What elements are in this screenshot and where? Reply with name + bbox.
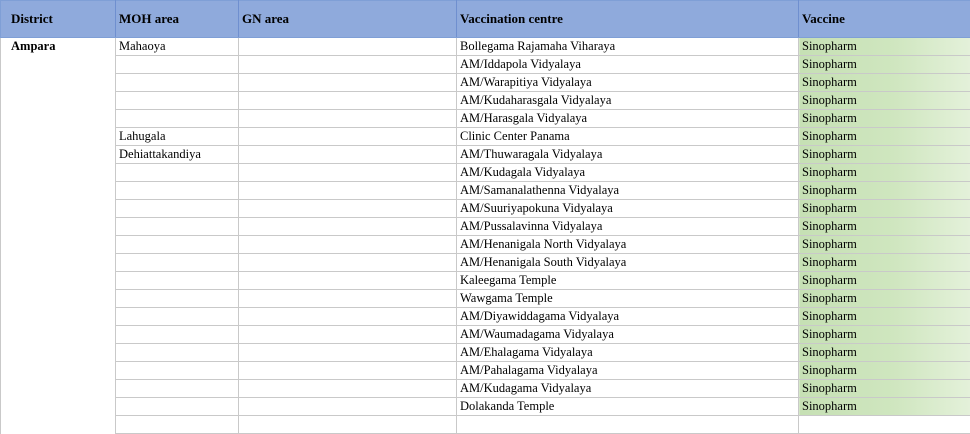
cell-vaccine[interactable]: Sinopharm <box>799 128 970 146</box>
cell-moh-area[interactable]: Mahaoya <box>116 38 239 56</box>
cell-gn-area[interactable] <box>239 146 457 164</box>
cell-vaccination-centre[interactable]: Kaleegama Temple <box>457 272 799 290</box>
cell-gn-area[interactable] <box>239 164 457 182</box>
table-row <box>1 272 970 290</box>
table-row <box>1 92 970 110</box>
table-header <box>1 1 970 38</box>
header-moh-area[interactable]: MOH area <box>116 1 239 38</box>
table-row <box>1 128 970 146</box>
cell-gn-area[interactable] <box>239 308 457 326</box>
cell-vaccine[interactable]: Sinopharm <box>799 308 970 326</box>
cell-moh-area[interactable] <box>116 272 239 290</box>
cell-vaccine[interactable]: Sinopharm <box>799 200 970 218</box>
cell-moh-area[interactable] <box>116 218 239 236</box>
table-row <box>1 146 970 164</box>
cell-vaccination-centre[interactable]: AM/Henanigala North Vidyalaya <box>457 236 799 254</box>
table-row <box>1 416 970 434</box>
cell-vaccine[interactable]: Sinopharm <box>799 272 970 290</box>
cell-vaccine[interactable]: Sinopharm <box>799 362 970 380</box>
table-row <box>1 362 970 380</box>
cell-vaccination-centre[interactable]: AM/Samanalathenna Vidyalaya <box>457 182 799 200</box>
cell-gn-area[interactable] <box>239 362 457 380</box>
cell-vaccine[interactable] <box>799 416 970 434</box>
cell-vaccine[interactable]: Sinopharm <box>799 344 970 362</box>
table-row <box>1 74 970 92</box>
header-district[interactable]: District <box>1 1 116 38</box>
cell-gn-area[interactable] <box>239 326 457 344</box>
cell-gn-area[interactable] <box>239 218 457 236</box>
cell-vaccine[interactable]: Sinopharm <box>799 398 970 416</box>
header-gn-area[interactable]: GN area <box>239 1 457 38</box>
cell-moh-area[interactable] <box>116 110 239 128</box>
cell-vaccination-centre[interactable]: AM/Waumadagama Vidyalaya <box>457 326 799 344</box>
cell-gn-area[interactable] <box>239 128 457 146</box>
cell-vaccine[interactable]: Sinopharm <box>799 164 970 182</box>
cell-vaccination-centre[interactable]: AM/Iddapola Vidyalaya <box>457 56 799 74</box>
table-row <box>1 182 970 200</box>
cell-vaccination-centre[interactable]: AM/Suuriyapokuna Vidyalaya <box>457 200 799 218</box>
cell-vaccination-centre[interactable]: Wawgama Temple <box>457 290 799 308</box>
cell-vaccination-centre[interactable]: AM/Ehalagama Vidyalaya <box>457 344 799 362</box>
table-row <box>1 56 970 74</box>
table-row <box>1 218 970 236</box>
cell-gn-area[interactable] <box>239 380 457 398</box>
cell-moh-area[interactable] <box>116 398 239 416</box>
cell-vaccination-centre[interactable] <box>457 416 799 434</box>
table-row <box>1 344 970 362</box>
cell-gn-area[interactable] <box>239 38 457 56</box>
cell-vaccination-centre[interactable]: Bollegama Rajamaha Viharaya <box>457 38 799 56</box>
table-row <box>1 254 970 272</box>
cell-vaccine[interactable]: Sinopharm <box>799 182 970 200</box>
cell-vaccination-centre[interactable]: AM/Harasgala Vidyalaya <box>457 110 799 128</box>
table-row <box>1 38 970 56</box>
cell-vaccine[interactable]: Sinopharm <box>799 254 970 272</box>
cell-moh-area[interactable] <box>116 416 239 434</box>
cell-moh-area[interactable] <box>116 344 239 362</box>
header-vaccine[interactable]: Vaccine <box>799 1 970 38</box>
cell-moh-area[interactable] <box>116 92 239 110</box>
cell-vaccine[interactable]: Sinopharm <box>799 92 970 110</box>
cell-moh-area[interactable] <box>116 74 239 92</box>
cell-vaccine[interactable]: Sinopharm <box>799 290 970 308</box>
cell-gn-area[interactable] <box>239 200 457 218</box>
cell-moh-area[interactable] <box>116 362 239 380</box>
table-row <box>1 236 970 254</box>
table-row <box>1 380 970 398</box>
header-vaccination-centre[interactable]: Vaccination centre <box>457 1 799 38</box>
cell-vaccination-centre[interactable]: AM/Pahalagama Vidyalaya <box>457 362 799 380</box>
cell-vaccination-centre[interactable]: AM/Pussalavinna Vidyalaya <box>457 218 799 236</box>
cell-vaccine[interactable]: Sinopharm <box>799 74 970 92</box>
cell-moh-area[interactable] <box>116 254 239 272</box>
cell-vaccine[interactable]: Sinopharm <box>799 380 970 398</box>
table-row <box>1 398 970 416</box>
cell-gn-area[interactable] <box>239 416 457 434</box>
cell-gn-area[interactable] <box>239 290 457 308</box>
table-row <box>1 308 970 326</box>
cell-vaccine[interactable]: Sinopharm <box>799 38 970 56</box>
cell-vaccination-centre[interactable]: Clinic Center Panama <box>457 128 799 146</box>
cell-moh-area[interactable]: Lahugala <box>116 128 239 146</box>
cell-moh-area[interactable] <box>116 290 239 308</box>
table-row <box>1 290 970 308</box>
cell-gn-area[interactable] <box>239 92 457 110</box>
table-body <box>1 38 970 434</box>
cell-moh-area[interactable] <box>116 182 239 200</box>
cell-vaccination-centre[interactable]: Dolakanda Temple <box>457 398 799 416</box>
cell-vaccination-centre[interactable]: AM/Kudaharasgala Vidyalaya <box>457 92 799 110</box>
cell-vaccination-centre[interactable]: AM/Kudagama Vidyalaya <box>457 380 799 398</box>
cell-gn-area[interactable] <box>239 56 457 74</box>
cell-moh-area[interactable] <box>116 308 239 326</box>
cell-vaccination-centre[interactable]: AM/Diyawiddagama Vidyalaya <box>457 308 799 326</box>
table-row <box>1 326 970 344</box>
table-row <box>1 164 970 182</box>
cell-moh-area[interactable] <box>116 56 239 74</box>
cell-vaccine[interactable]: Sinopharm <box>799 110 970 128</box>
cell-moh-area[interactable] <box>116 326 239 344</box>
cell-gn-area[interactable] <box>239 398 457 416</box>
cell-moh-area[interactable] <box>116 200 239 218</box>
cell-moh-area[interactable] <box>116 380 239 398</box>
cell-moh-area[interactable] <box>116 164 239 182</box>
header-row <box>1 1 970 38</box>
cell-vaccine[interactable]: Sinopharm <box>799 236 970 254</box>
cell-gn-area[interactable] <box>239 272 457 290</box>
cell-vaccination-centre[interactable]: AM/Warapitiya Vidyalaya <box>457 74 799 92</box>
cell-moh-area[interactable] <box>116 236 239 254</box>
cell-gn-area[interactable] <box>239 110 457 128</box>
cell-vaccine[interactable]: Sinopharm <box>799 218 970 236</box>
cell-gn-area[interactable] <box>239 74 457 92</box>
cell-moh-area[interactable]: Dehiattakandiya <box>116 146 239 164</box>
cell-vaccination-centre[interactable]: AM/Henanigala South Vidyalaya <box>457 254 799 272</box>
cell-vaccination-centre[interactable]: AM/Thuwaragala Vidyalaya <box>457 146 799 164</box>
cell-gn-area[interactable] <box>239 344 457 362</box>
cell-vaccine[interactable]: Sinopharm <box>799 326 970 344</box>
cell-vaccine[interactable]: Sinopharm <box>799 146 970 164</box>
cell-gn-area[interactable] <box>239 236 457 254</box>
cell-vaccination-centre[interactable]: AM/Kudagala Vidyalaya <box>457 164 799 182</box>
cell-gn-area[interactable] <box>239 254 457 272</box>
table-row <box>1 110 970 128</box>
cell-gn-area[interactable] <box>239 182 457 200</box>
cell-vaccine[interactable]: Sinopharm <box>799 56 970 74</box>
table-row <box>1 200 970 218</box>
cell-district[interactable]: Ampara <box>1 38 116 434</box>
